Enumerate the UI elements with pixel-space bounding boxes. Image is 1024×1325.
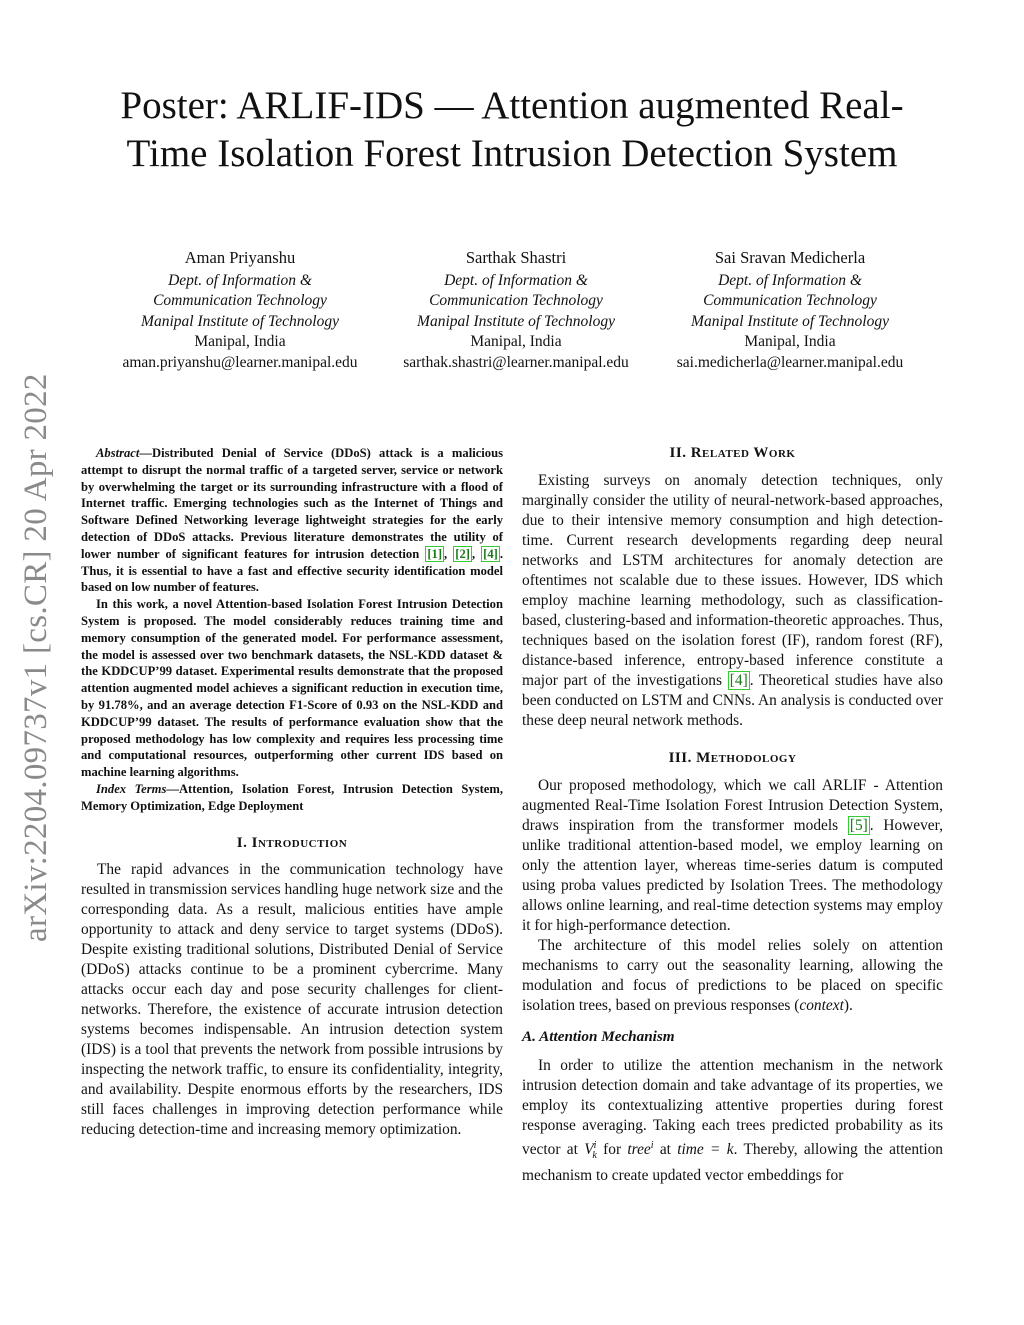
section-heading-introduction: I. Introduction (236, 834, 348, 851)
author-dept: Communication Technology (153, 292, 327, 309)
body-text: In order to utilize the attention mechanism in the network intrusion detection domain and take advantage of its properties, we employ its contextualizing attentive properties during forest response averaging. Taking each trees predicted probability as its vector at (522, 1057, 943, 1159)
subsection-heading-attention: A. Attention Mechanism (522, 1028, 675, 1045)
body-text: Our proposed methodology, which we call ARLIF - Attention augmented Real-Time Isolation Forest Intrusion Detection System, draws inspiration from the transformer models (522, 777, 943, 834)
math-inline: time = k (677, 1141, 734, 1159)
index-terms-label: Index Terms (96, 781, 167, 796)
body-text: . Theoretical studies have also been conducted on LSTM and CNNs. An analysis is conducted over these deep neural network methods. (522, 672, 943, 729)
index-terms (81, 781, 503, 815)
citation-link[interactable]: [4] (483, 546, 498, 561)
author-name: Aman Priyanshu (184, 248, 296, 267)
left-column (81, 445, 503, 1140)
paper-title: Poster: ARLIF-IDS — Attention augmented Real-Time Isolation Forest Intrusion Detection System (120, 84, 904, 175)
abstract-paragraph: Abstract—Distributed Denial of Service (DDoS) attack is a malicious attempt to disrupt the normal traffic of a targeted server, service or network by overwhelming the target or its surrounding infrastructure with a flood of Internet traffic. Emerging technologies such as the Internet of Things and Software Defined Networking leverage lightweight strategies for the early detection of DDoS attacks. Previous literature demonstrates the utility of lower number of significant features for intrusion detection [1] , [2] , [4] . Thus, it is essential to have a fast and effective security identification model based on low number of features. (81, 446, 504, 595)
section-heading-methodology: III. Methodology (668, 750, 797, 766)
author-dept: Communication Technology (703, 292, 877, 309)
body-text: The architecture of this model relies solely on attention mechanisms to carry out the seasonality learning, allowing the modulation and focus of predictions to be placed on specific isolation trees, based on previous responses ( (522, 937, 943, 1014)
author-institution: Manipal Institute of Technology (141, 312, 339, 330)
author-block (90, 248, 390, 373)
author-name: Sarthak Shastri (465, 248, 567, 267)
author-block (640, 248, 940, 373)
abstract-text: —Distributed Denial of Service (DDoS) attack is a malicious attempt to disrupt the normal traffic of a targeted server, service or network by overwhelming the target or its surrounding infrastructure with a flood of Internet traffic. Emerging technologies such as the Internet of Things and Software Defined Networking leverage lightweight strategies for the early detection of DDoS attacks. Previous literature demonstrates the utility of lower number of significant features for intrusion detection (81, 446, 503, 561)
body-paragraph (522, 776, 943, 936)
citation-link[interactable]: [5] (849, 817, 868, 834)
body-text: . Thereby, allowing the attention mechanism to create updated vector embeddings for (522, 1141, 943, 1185)
body-text: . However, unlike traditional attention-based model, we employ learning on only the attention layer, whereas time-series datum is computed using proba values predicted by Isolation Trees. The methodology allows online learning, and real-time detection systems may employ it for high-performance detection. (522, 817, 943, 934)
body-paragraph (522, 1056, 943, 1186)
body-text: Existing surveys on anomaly detection techniques, only marginally consider the utility of neural-network-based approaches, due to their intensive memory consumption and high detection-time. Current research developments regarding deep neural networks and LSTM architectures for anomaly detection are oftentimes not scalable due to these issues. However, IDS which employ machine learning methodology, such as classification-based, clustering-based and information-theoretic approaches. Thus, techniques based on the isolation forest (IF), random forest (RF), distance-based inference, entropy-based inference constitute a major part of the investigations (522, 472, 943, 689)
author-location: Manipal, India (194, 333, 286, 350)
section-heading-related-work: II. Related Work (669, 445, 796, 461)
abstract-paragraph: In this work, a novel Attention-based Isolation Forest Intrusion Detection System is proposed. The model considerably reduces training time and memory consumption of the generated model. For performance assessment, the model is assessed over two benchmark datasets, the NSL-KDD dataset & the KDDCUP’99 dataset. Experimental results demonstrate that the proposed attention augmented model achieves a significant reduction in execution time, by 91.78%, and an average detection F1-Score of 0.93 on the NSL-KDD and KDDCUP’99 dataset. The results of performance evaluation show that the proposed methodology has low complexity and requires less processing time and computational resources, outperforming other current IDS based on machine learning algorithms. (81, 597, 503, 780)
author-location: Manipal, India (470, 333, 562, 350)
citation-link[interactable]: [2] (455, 546, 470, 561)
author-institution: Manipal Institute of Technology (417, 312, 615, 330)
arxiv-identifier: arXiv:2204.09737v1 [cs.CR] 20 Apr 2022 (18, 373, 54, 942)
math-inline: tree$^i$ (627, 1140, 654, 1159)
abstract-text: . Thus, it is essential to have a fast and effective security identification model based on low number of features. (81, 546, 504, 595)
body-paragraph (522, 471, 943, 731)
body-text: ). (843, 997, 853, 1014)
body-paragraph: The rapid advances in the communication technology have resulted in transmission services handling huge network size and the corresponding data. As a result, malicious entities have ample opportunity to attack and deny service to target systems (DDoS). Despite existing traditional solutions, Distributed Denial of Service (DDoS) attacks continue to be a prominent cybercrime. Many attacks occur each day and pose security challenges for client-networks. Therefore, the existence of accurate intrusion detection systems becomes indispensable. An intrusion detection system (IDS) is a tool that prevents the network from possible intrusions by inspecting the network traffic, to ensure its confidentiality, integrity, and availability. Despite enormous efforts by the researchers, IDS still faces challenges in improving detection performance while reducing detection-time and increasing memory optimization. (81, 860, 503, 1138)
author-name: Sai Sravan Medicherla (714, 248, 866, 267)
author-email: sarthak.shastri@learner.manipal.edu (403, 353, 629, 371)
index-terms-text: —Attention, Isolation Forest, Intrusion Detection System, Memory Optimization, Edge Deployment (81, 781, 503, 813)
right-column (522, 445, 943, 1186)
citation-link[interactable]: [4] (729, 672, 748, 689)
abstract-label: Abstract (96, 446, 140, 460)
author-email: sai.medicherla@learner.manipal.edu (676, 353, 904, 371)
author-location: Manipal, India (744, 333, 836, 350)
emphasis-text: context (799, 997, 844, 1014)
citation-link[interactable]: [1] (427, 546, 443, 561)
body-paragraph (522, 936, 943, 1016)
body-text: at (653, 1141, 678, 1159)
author-institution: Manipal Institute of Technology (691, 312, 889, 330)
body-text: for (596, 1141, 628, 1159)
author-dept: Communication Technology (429, 292, 603, 309)
author-block (366, 248, 666, 373)
author-dept: Dept. of Information & (718, 271, 862, 289)
author-dept: Dept. of Information & (444, 271, 588, 289)
author-email: aman.priyanshu@learner.manipal.edu (122, 353, 358, 371)
author-dept: Dept. of Information & (168, 271, 312, 289)
math-inline: $V^i_k$ (584, 1140, 597, 1162)
